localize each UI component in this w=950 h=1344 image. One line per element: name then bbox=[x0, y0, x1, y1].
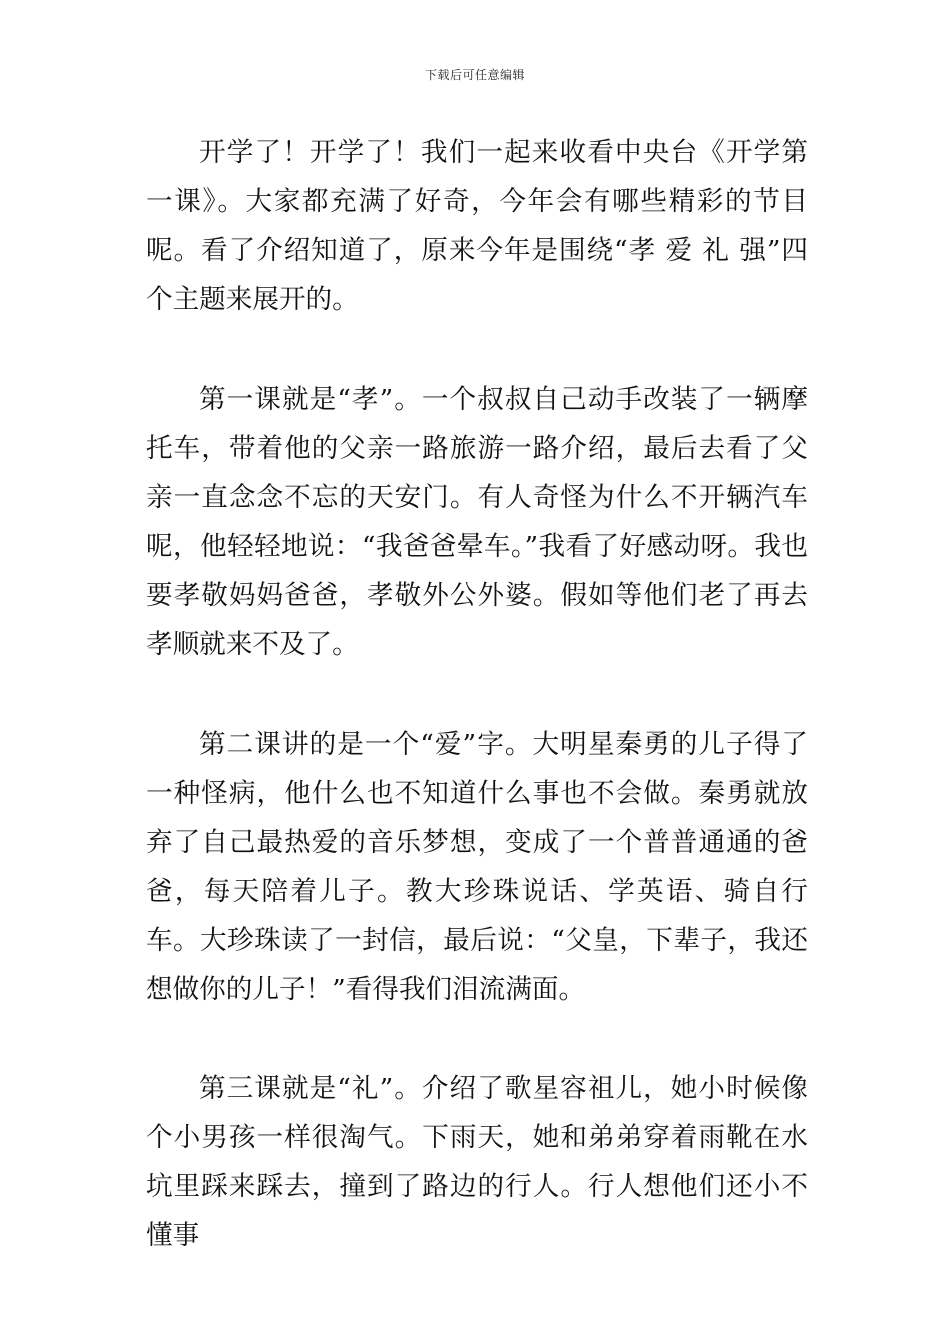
paragraph-intro: 开学了！开学了！我们一起来收看中央台《开学第一课》。大家都充满了好奇，今年会有哪些精彩的节目呢。看了介绍知道了，原来今年是围绕“孝 爱 礼 强”四个主题来展开的。 bbox=[146, 137, 808, 315]
paragraph-courtesy: 第三课就是“礼”。介绍了歌星容祖儿，她小时候像个小男孩一样很淘气。下雨天，她和弟弟穿着雨靴在水坑里踩来踩去，撞到了路边的行人。行人想他们还小不懂事 bbox=[146, 1073, 808, 1251]
paragraph-love: 第二课讲的是一个“爱”字。大明星秦勇的儿子得了一种怪病，他什么也不知道什么事也不会做。秦勇就放弃了自己最热爱的音乐梦想，变成了一个普普通通的爸爸，每天陪着儿子。教大珍珠说话、学英语、骑自行车。大珍珠读了一封信，最后说：“父皇，下辈子，我还想做你的儿子！”看得我们泪流满面。 bbox=[146, 729, 808, 1005]
paragraph-filial-piety: 第一课就是“孝”。一个叔叔自己动手改装了一辆摩托车，带着他的父亲一路旅游一路介绍，最后去看了父亲一直念念不忘的天安门。有人奇怪为什么不开辆汽车呢，他轻轻地说：“我爸爸晕车。”我看了好感动呀。我也要孝敬妈妈爸爸，孝敬外公外婆。假如等他们老了再去孝顺就来不及了。 bbox=[146, 384, 808, 660]
header-note: 下载后可任意编辑 bbox=[424, 68, 525, 82]
